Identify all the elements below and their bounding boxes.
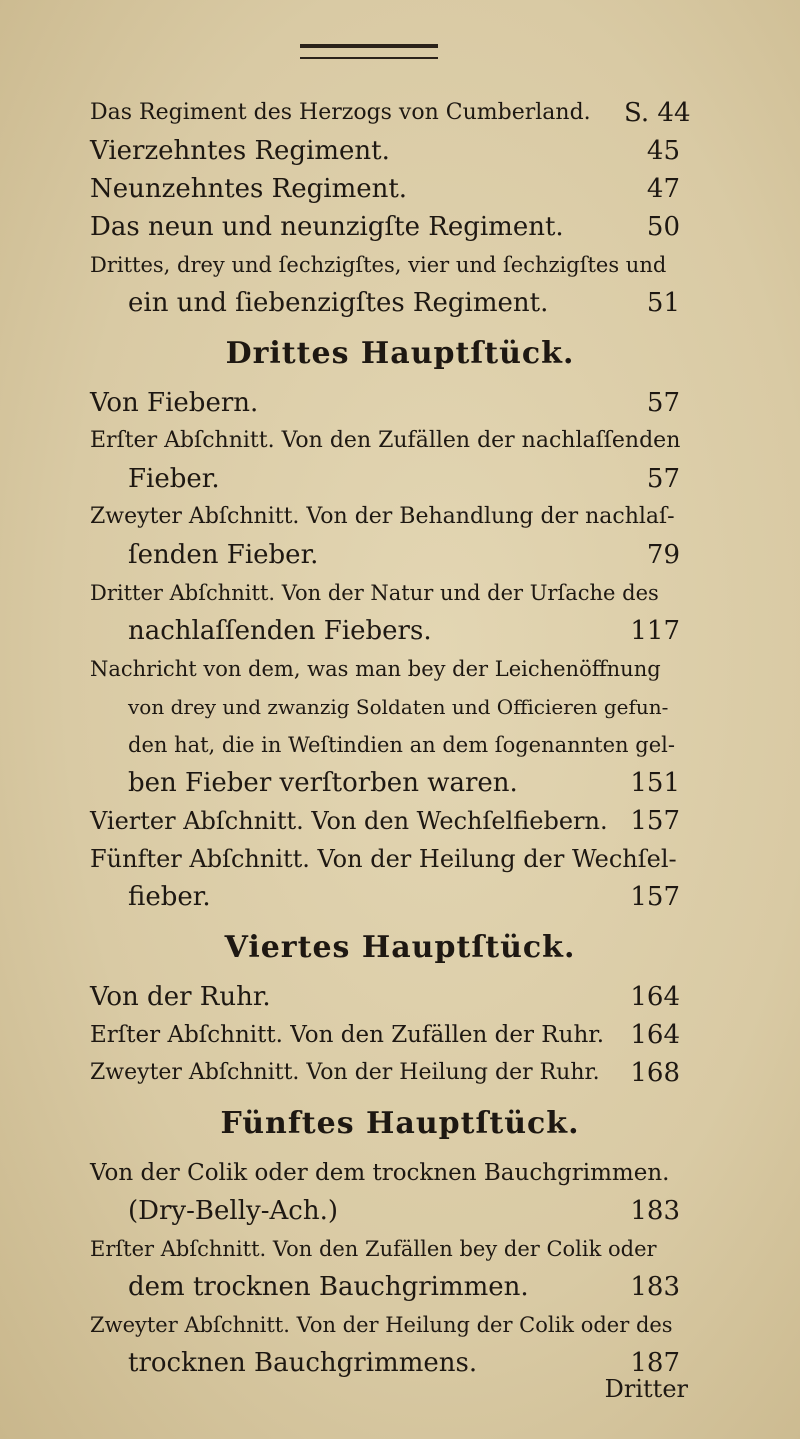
toc-entry-line bbox=[90, 172, 680, 206]
toc-entry-text: Von der Colik oder dem trocknen Bauchgrimmen. bbox=[90, 1160, 670, 1186]
toc-entry-line bbox=[128, 538, 680, 572]
toc-entry-text: Erſter Abſchnitt. Von den Zufällen der nachlaſſenden bbox=[90, 428, 681, 453]
toc-entry-text: Neunzehntes Regiment. bbox=[90, 174, 408, 204]
toc-entry-line bbox=[90, 1308, 680, 1342]
toc-entry-text: Vierzehntes Regiment. bbox=[90, 136, 390, 166]
page-number: 57 bbox=[646, 388, 680, 418]
page-number: 164 bbox=[630, 1020, 680, 1050]
toc-entry-text: Erſter Abſchnitt. Von den Zufällen der Ruhr. bbox=[90, 1022, 605, 1048]
toc-entry-text: Das Regiment des Herzogs von Cumberland. bbox=[90, 100, 591, 125]
toc-entry-text: Zweyter Abſchnitt. Von der Heilung der Ruhr. bbox=[90, 1060, 600, 1085]
page-number: 151 bbox=[630, 768, 680, 798]
toc-entry-text: fieber. bbox=[128, 882, 211, 912]
toc-entry-line bbox=[128, 462, 680, 496]
page-number: 51 bbox=[646, 288, 680, 318]
page-number: 168 bbox=[630, 1058, 680, 1088]
toc-entry-text: Fünfter Abſchnitt. Von der Heilung der Wechſel- bbox=[90, 845, 677, 873]
toc-entry-line bbox=[90, 652, 680, 686]
toc-entry-line bbox=[90, 1056, 680, 1090]
top-ornament-rule bbox=[300, 44, 438, 59]
section-heading: Drittes Hauptſtück. bbox=[225, 336, 575, 371]
toc-entry-line bbox=[128, 614, 680, 648]
toc-entry-text: den hat, die in Weſtindien an dem ſogenannten gel- bbox=[128, 733, 675, 757]
page-number: 157 bbox=[630, 882, 680, 912]
page-number: 45 bbox=[646, 136, 680, 166]
toc-entry-line bbox=[128, 880, 680, 914]
toc-entry-line bbox=[128, 1346, 680, 1380]
toc-entry-line bbox=[128, 1194, 680, 1228]
toc-entry-line bbox=[128, 286, 680, 320]
toc-entry-line bbox=[90, 1232, 680, 1266]
toc-entry-text: Von der Ruhr. bbox=[90, 982, 271, 1012]
toc-entry-text: Das neun und neunzigſte Regiment. bbox=[90, 212, 564, 242]
toc-entry-line bbox=[90, 248, 680, 282]
toc-entry-text: Nachricht von dem, was man bey der Leichenöffnung bbox=[90, 657, 661, 681]
section-heading: Viertes Hauptſtück. bbox=[224, 930, 576, 965]
toc-entry-text: Fieber. bbox=[128, 464, 220, 494]
toc-entry-line bbox=[90, 980, 680, 1014]
page-number: 79 bbox=[646, 540, 680, 570]
toc-entry-text: von drey und zwanzig Soldaten und Officieren gefun- bbox=[128, 695, 669, 719]
toc-entry-line bbox=[128, 1270, 680, 1304]
toc-entry-line bbox=[90, 1018, 680, 1052]
page-number: 57 bbox=[646, 464, 680, 494]
toc-entry-line bbox=[90, 576, 680, 610]
toc-entry-text: trocknen Bauchgrimmens. bbox=[128, 1348, 478, 1378]
toc-entry-text: Von Fiebern. bbox=[90, 388, 259, 418]
toc-entry-line bbox=[90, 804, 680, 838]
page-number: 117 bbox=[630, 616, 680, 646]
page-number: 47 bbox=[646, 174, 680, 204]
toc-entry-line bbox=[90, 386, 680, 420]
toc-entry-line bbox=[90, 842, 680, 876]
toc-entry-line bbox=[128, 690, 680, 724]
toc-entry-text: dem trocknen Bauchgrimmen. bbox=[128, 1272, 529, 1302]
page-number: 164 bbox=[630, 982, 680, 1012]
page-number: 183 bbox=[630, 1272, 680, 1302]
toc-entry-line bbox=[90, 1156, 680, 1190]
toc-entry-text: ſenden Fieber. bbox=[128, 540, 319, 570]
toc-entry-text: ben Fieber verſtorben waren. bbox=[128, 768, 518, 798]
catchword: Dritter bbox=[604, 1375, 688, 1403]
page-number: 157 bbox=[630, 806, 680, 836]
toc-entry-line bbox=[128, 766, 680, 800]
toc-entry-line bbox=[90, 500, 680, 534]
toc-entry-text: ein und ſiebenzigſtes Regiment. bbox=[128, 288, 549, 318]
section-heading: Fünftes Hauptſtück. bbox=[220, 1106, 580, 1141]
page-number: 187 bbox=[630, 1348, 680, 1378]
toc-entry-text: Erſter Abſchnitt. Von den Zufällen bey der Colik oder bbox=[90, 1237, 657, 1261]
page-number: 183 bbox=[630, 1196, 680, 1226]
toc-entry-line bbox=[90, 96, 691, 130]
toc-entry-text: Zweyter Abſchnitt. Von der Behandlung der nachlaſ- bbox=[90, 504, 675, 529]
toc-entry-text: Zweyter Abſchnitt. Von der Heilung der Colik oder des bbox=[90, 1313, 673, 1337]
toc-entry-text: (Dry-Belly-Ach.) bbox=[128, 1196, 338, 1226]
toc-entry-line bbox=[90, 134, 680, 168]
toc-entry-line bbox=[128, 728, 680, 762]
page-number: 50 bbox=[646, 212, 680, 242]
toc-entry-text: Dritter Abſchnitt. Von der Natur und der Urſache des bbox=[90, 581, 659, 605]
toc-entry-text: nachlaſſenden Fiebers. bbox=[128, 616, 432, 646]
toc-entry-line bbox=[90, 210, 680, 244]
toc-entry-text: Vierter Abſchnitt. Von den Wechſelfiebern. bbox=[90, 807, 608, 835]
toc-entry-line bbox=[90, 424, 680, 458]
page-number: S. 44 bbox=[624, 98, 691, 128]
toc-entry-text: Drittes, drey und ſechzigſtes, vier und ſechzigſtes und bbox=[90, 253, 667, 277]
